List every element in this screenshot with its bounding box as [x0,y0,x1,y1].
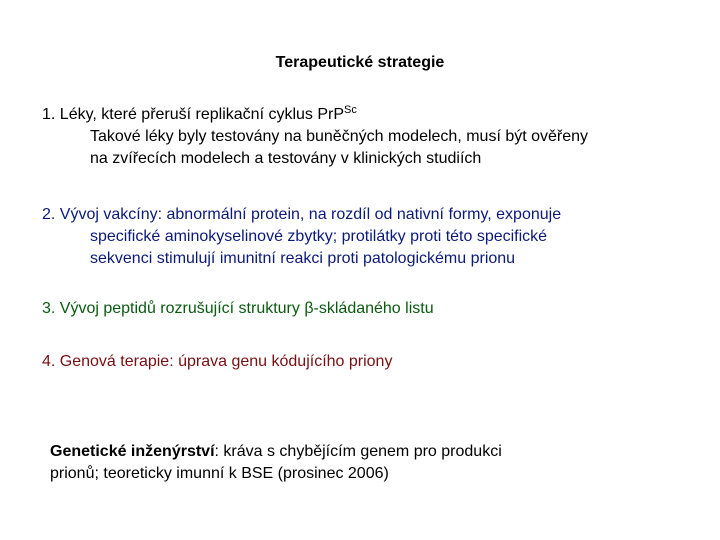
strategy-item-1-detail-line-2: na zvířecích modelech a testovány v klinických studiích [90,150,482,167]
note-label: Genetické inženýrství [50,443,215,460]
strategy-item-4 [42,351,702,373]
strategy-item-1-heading [42,106,357,123]
strategy-item-2 [42,204,702,270]
strategy-item-4-heading: 4. Genová terapie: úprava genu kódujícího priony [42,353,393,370]
strategy-item-3 [42,298,702,320]
strategy-item-1-heading-text: 1. Léky, které přeruší replikační cyklus Pr [42,106,334,123]
strategy-item-3-heading: 3. Vývoj peptidů rozrušující struktury β-skládaného listu [42,300,434,317]
strategy-item-2-heading: 2. Vývoj vakcíny: abnormální protein, na rozdíl od nativní formy, exponuje [42,206,562,223]
strategy-item-1 [42,104,702,170]
strategy-item-1-heading-p: P [333,106,345,123]
strategy-item-2-detail-line-2: sekvenci stimulují imunitní reakci proti patologickému prionu [90,250,516,267]
strategy-item-2-detail-line-1: specifické aminokyselinové zbytky; protilátky proti této specifické [90,228,548,245]
genetic-engineering-note [50,441,650,485]
note-text-line-1: : kráva s chybějícím genem pro produkci [214,443,502,460]
note-text-line-2: prionů; teoreticky imunní k BSE (prosinec 2006) [50,465,389,482]
slide-title: Terapeutické strategie [275,54,445,71]
prion-superscript: Sc [344,104,357,116]
strategy-item-1-detail-line-1: Takové léky byly testovány na buněčných modelech, musí být ověřeny [90,128,589,145]
